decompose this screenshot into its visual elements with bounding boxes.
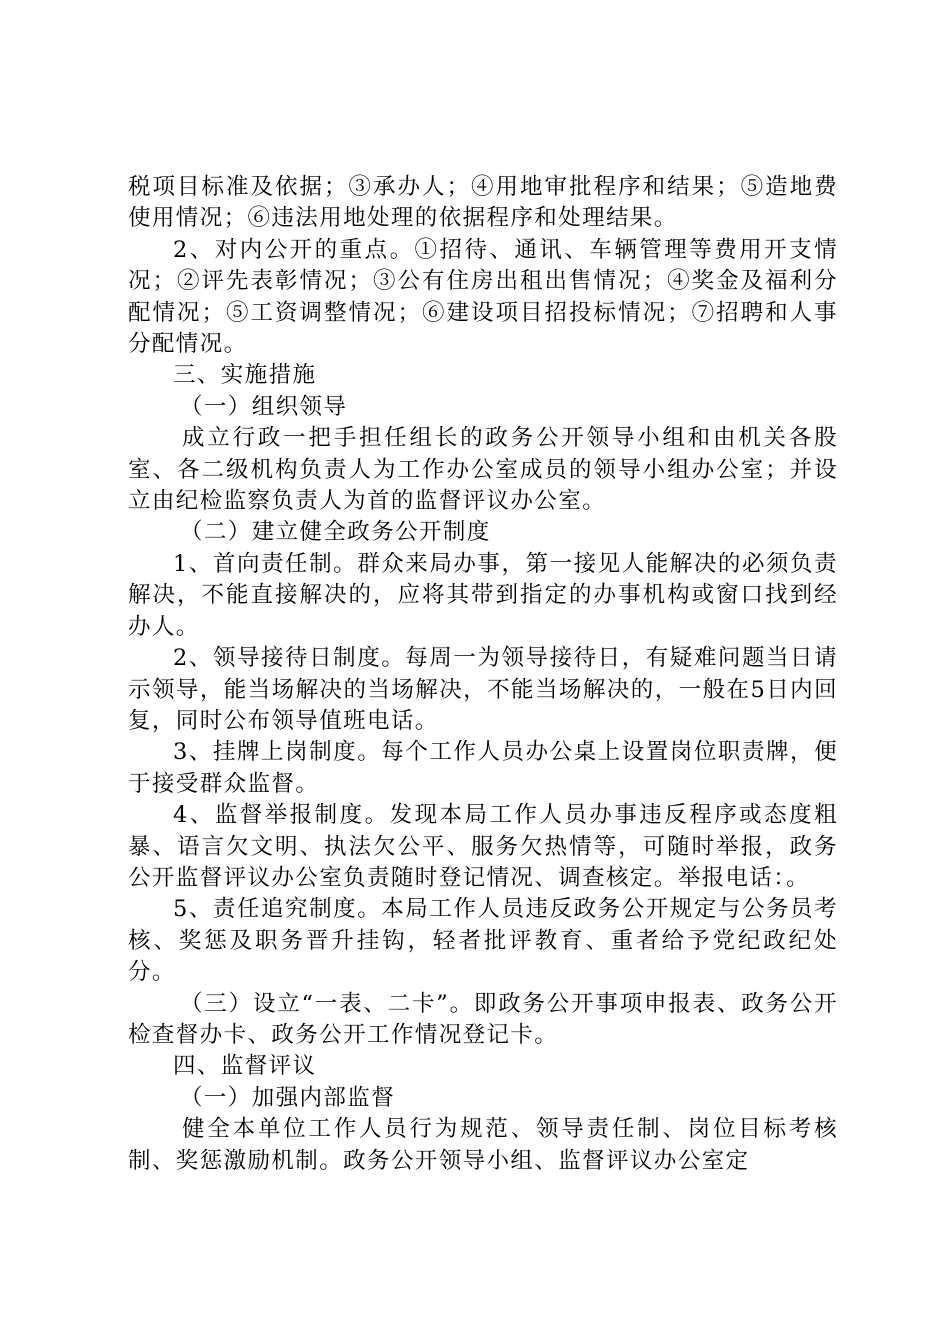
paragraph-forms: （三）设立“一表、二卡”。即政务公开事项申报表、政务公开检查督办卡、政务公开工作情况登记卡。	[128, 990, 838, 1048]
paragraph-accountability: 5、责任追究制度。本局工作人员违反政务公开规定与公务员考核、奖惩及职务晋升挂钩，轻者批评教育、重者给予党纪政纪处分。	[128, 896, 838, 986]
paragraph-internal-supervision: 健全本单位工作人员行为规范、领导责任制、岗位目标考核制、奖惩激励机制。政务公开领导小组、监督评议办公室定	[128, 1116, 838, 1174]
subsection-heading-leadership: （一）组织领导	[180, 393, 348, 420]
paragraph-internal-disclosure: 2、对内公开的重点。①招待、通讯、车辆管理等费用开支情况；②评先表彰情况；③公有住房出租出售情况；④奖金及福利分配情况；⑤工资调整情况；⑥建设项目招投标情况；⑦招聘和人事分配情况。	[128, 236, 838, 358]
section-heading-measures: 三、实施措施	[173, 362, 317, 389]
paragraph-badge-system: 3、挂牌上岗制度。每个工作人员办公桌上设置岗位职责牌，便于接受群众监督。	[128, 739, 838, 797]
subsection-heading-internal: （一）加强内部监督	[180, 1084, 396, 1111]
section-heading-supervision: 四、监督评议	[173, 1053, 317, 1080]
document-body	[128, 172, 838, 1177]
paragraph-leadership: 成立行政一把手担任组长的政务公开领导小组和由机关各股室、各二级机构负责人为工作办公室成员的领导小组办公室；并设立由纪检监察负责人为首的监督评议办公室。	[128, 425, 838, 515]
paragraph-reception-day: 2、领导接待日制度。每周一为领导接待日，有疑难问题当日请示领导，能当场解决的当场解决，不能当场解决的，一般在5日内回复，同时公布领导值班电话。	[128, 645, 838, 734]
paragraph-report-system: 4、监督举报制度。发现本局工作人员办事违反程序或态度粗暴、语言欠文明、执法欠公平、服务欠热情等，可随时举报，政务公开监督评议办公室负责随时登记情况、调查核定。举报电话：。	[128, 802, 838, 891]
subsection-heading-system: （二）建立健全政务公开制度	[180, 519, 491, 546]
paragraph-responsibility: 1、首向责任制。群众来局办事，第一接见人能解决的必须负责解决，不能直接解决的，应将其带到指定的办事机构或窗口找到经办人。	[128, 550, 838, 640]
paragraph-continuation: 税项目标准及依据；③承办人；④用地审批程序和结果；⑤造地费使用情况；⑥违法用地处理的依据程序和处理结果。	[128, 174, 838, 232]
